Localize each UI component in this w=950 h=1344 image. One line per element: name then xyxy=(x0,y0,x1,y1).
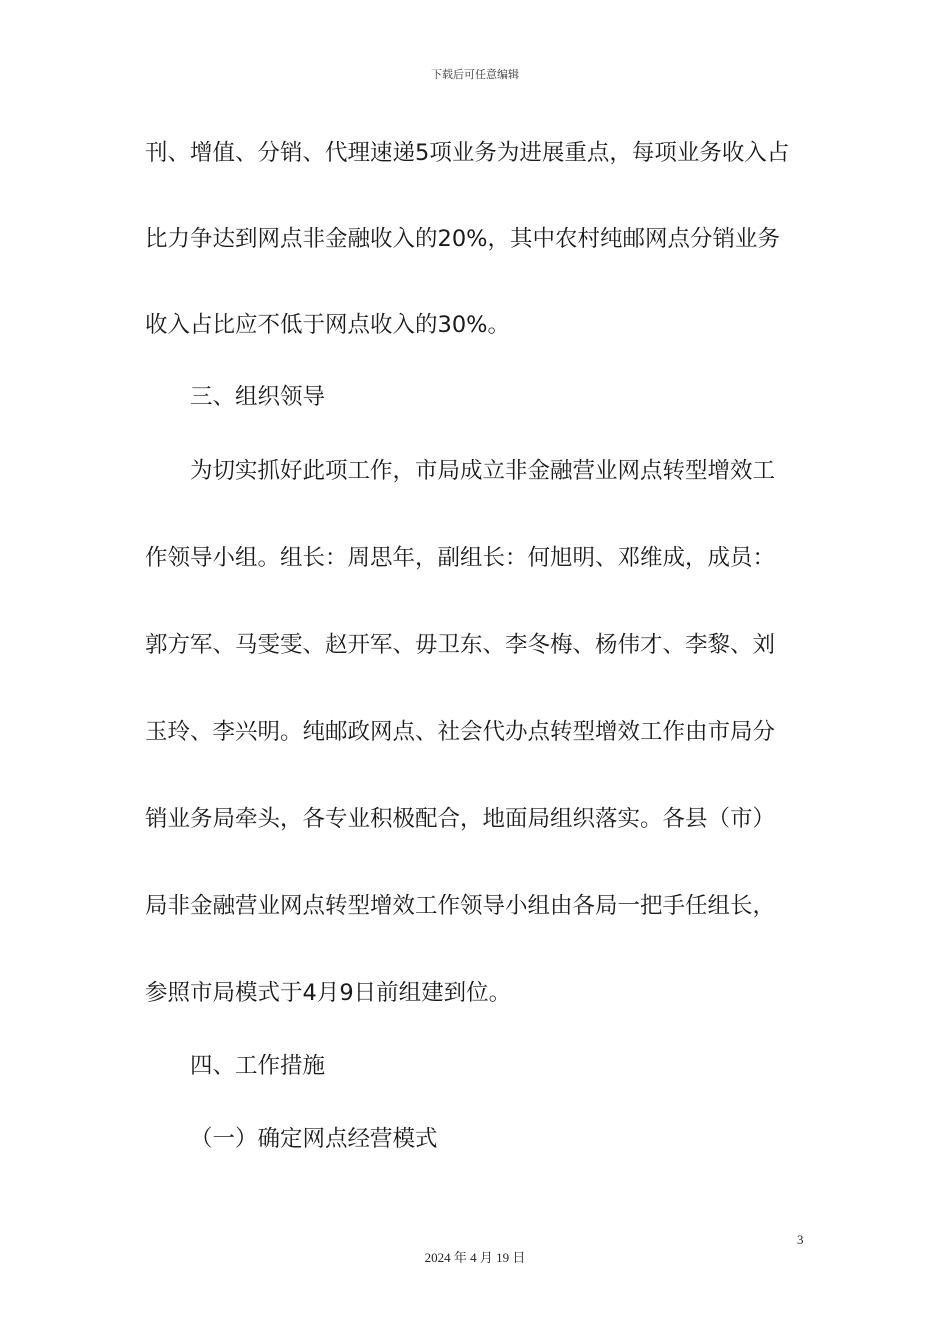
body-line-9: 销业务局牵头，各专业积极配合，地面局组织落实。各县（市） xyxy=(145,806,776,832)
body-line-10: 局非金融营业网点转型增效工作领导小组由各局一把手任组长， xyxy=(145,893,776,919)
subsection-heading: （一）确定网点经营模式 xyxy=(190,1126,438,1152)
body-line-2: 比力争达到网点非金融收入的20%，其中农村纯邮网点分销业务 xyxy=(145,226,781,252)
section-heading-organization: 三、组织领导 xyxy=(190,384,326,410)
body-line-8: 玉玲、李兴明。纯邮政网点、社会代办点转型增效工作由市局分 xyxy=(145,719,776,745)
body-line-3: 收入占比应不低于网点收入的30%。 xyxy=(145,312,511,338)
footer-date: 2024 年 4 月 19 日 xyxy=(424,1250,526,1265)
body-line-11: 参照市局模式于4月9日前组建到位。 xyxy=(145,980,512,1006)
section-heading-measures: 四、工作措施 xyxy=(190,1053,326,1079)
page-number: 3 xyxy=(797,1232,804,1247)
body-line-5: 为切实抓好此项工作，市局成立非金融营业网点转型增效工 xyxy=(190,458,776,484)
body-line-1: 刊、增值、分销、代理速递5项业务为进展重点，每项业务收入占 xyxy=(145,140,790,166)
body-line-7: 郭方军、马雯雯、赵开军、毋卫东、李冬梅、杨伟才、李黎、刘 xyxy=(145,632,776,658)
header-note: 下载后可任意编辑 xyxy=(431,68,519,81)
body-line-6: 作领导小组。组长：周思年，副组长：何旭明、邓维成，成员： xyxy=(145,545,776,571)
